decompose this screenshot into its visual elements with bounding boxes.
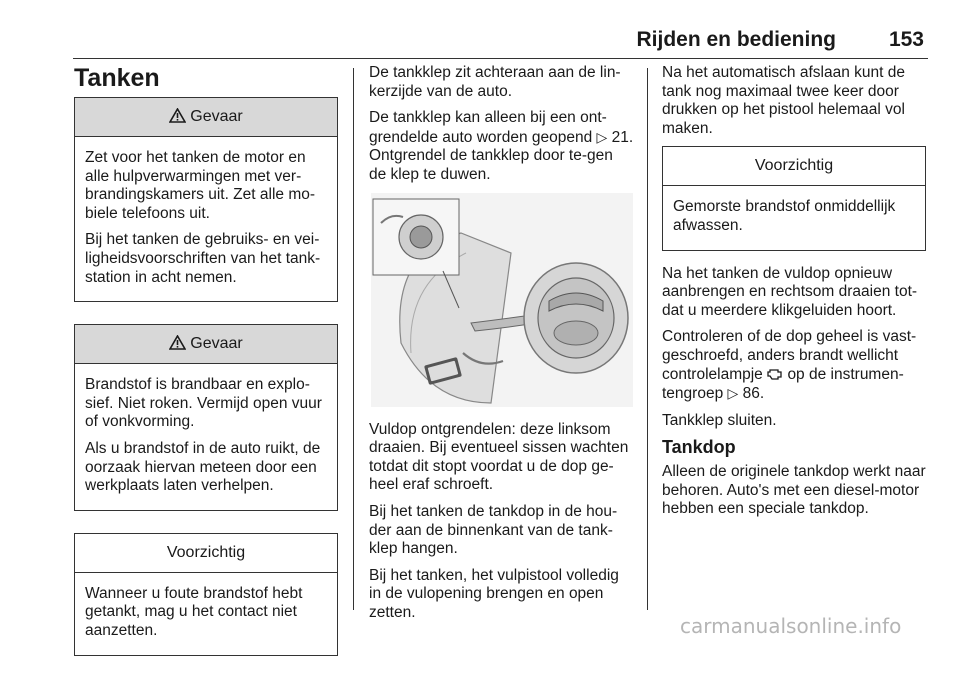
paragraph: Tankklep sluiten. <box>662 411 777 429</box>
column-left <box>74 97 338 678</box>
warning-triangle-icon <box>169 327 186 365</box>
paragraph: Alleen de originele tankdop werkt naar behoren. Auto's met een diesel-motor hebben een speciale tankdop. <box>662 462 926 518</box>
paragraph: De tankklep kan alleen bij een ont-grendelde auto worden geopend ▷ 21. Ontgrendel de tankklep door te-gen de klep te duwen. <box>369 109 634 183</box>
page-ref[interactable]: 21 <box>611 128 629 146</box>
danger-label: Gevaar <box>190 335 243 353</box>
header-title: Rijden en bediening <box>636 28 836 51</box>
subsection-title: Tankdop <box>662 437 736 458</box>
column-divider <box>647 68 648 610</box>
danger-box-header <box>75 98 337 137</box>
section-title: Tanken <box>74 64 160 92</box>
paragraph: De tankklep zit achteraan aan de lin-kerzijde van de auto. <box>369 64 621 100</box>
caution-text: Gemorste brandstof onmiddellijk afwassen. <box>673 198 896 234</box>
page-ref[interactable]: 86 <box>742 385 760 403</box>
caution-box <box>662 146 926 250</box>
column-middle <box>369 64 634 631</box>
watermark: carmanualsonline.info <box>680 614 902 638</box>
danger-text: Zet voor het tanken de motor en alle hulpverwarmingen met ver-brandingskamers uit. Zet alle mo-biele telefoons uit. <box>85 149 316 222</box>
danger-box <box>74 97 338 302</box>
caution-box <box>74 533 338 656</box>
paragraph: Vuldop ontgrendelen: deze linksom draaien. Bij eventueel sissen wachten totdat dit stopt voordat u de dop ge-heel eraf schroeft. <box>369 420 629 494</box>
page-number: 153 <box>888 28 924 51</box>
page-ref-arrow-icon: ▷ <box>727 385 739 402</box>
paragraph: Bij het tanken, het vulpistool volledig in de vulopening brengen en open zetten. <box>369 566 619 621</box>
column-right <box>662 64 926 527</box>
danger-text: Als u brandstof in de auto ruikt, de oorzaak hiervan meteen door een werkplaats laten verhelpen. <box>85 439 321 495</box>
paragraph: Bij het tanken de tankdop in de hou-der aan de binnenkant van de tank-klep hangen. <box>369 502 618 558</box>
engine-check-lamp-icon <box>767 366 783 383</box>
caution-label: Voorzichtig <box>75 534 337 573</box>
danger-box <box>74 324 338 511</box>
danger-box-header <box>75 325 337 364</box>
paragraph: Na het automatisch afslaan kunt de tank nog maximaal twee keer door drukken op het pistool helemaal vol maken. <box>662 64 905 137</box>
warning-triangle-icon <box>169 100 186 138</box>
caution-text: Wanneer u foute brandstof hebt getankt, mag u het contact niet aanzetten. <box>85 584 303 639</box>
column-divider <box>353 68 354 610</box>
page-ref-arrow-icon: ▷ <box>596 128 608 145</box>
danger-text: Bij het tanken de gebruiks- en vei-ligheidsvoorschriften van het tank-station in acht nemen. <box>85 231 321 286</box>
danger-label: Gevaar <box>190 108 243 125</box>
danger-text: Brandstof is brandbaar en explo-sief. Niet roken. Vermijd open vuur of vonkvorming. <box>85 376 322 431</box>
caution-label: Voorzichtig <box>663 147 925 186</box>
paragraph: Controleren of de dop geheel is vast-geschroefd, anders brandt wellicht controlelampje op de instrumen-tengroep ▷ 86. <box>662 328 917 403</box>
page-header <box>73 28 928 59</box>
fuel-filler-illustration <box>371 193 633 407</box>
paragraph: Na het tanken de vuldop opnieuw aanbrengen en rechtsom draaien tot-dat u meerdere klikgeluiden hoort. <box>662 264 918 319</box>
